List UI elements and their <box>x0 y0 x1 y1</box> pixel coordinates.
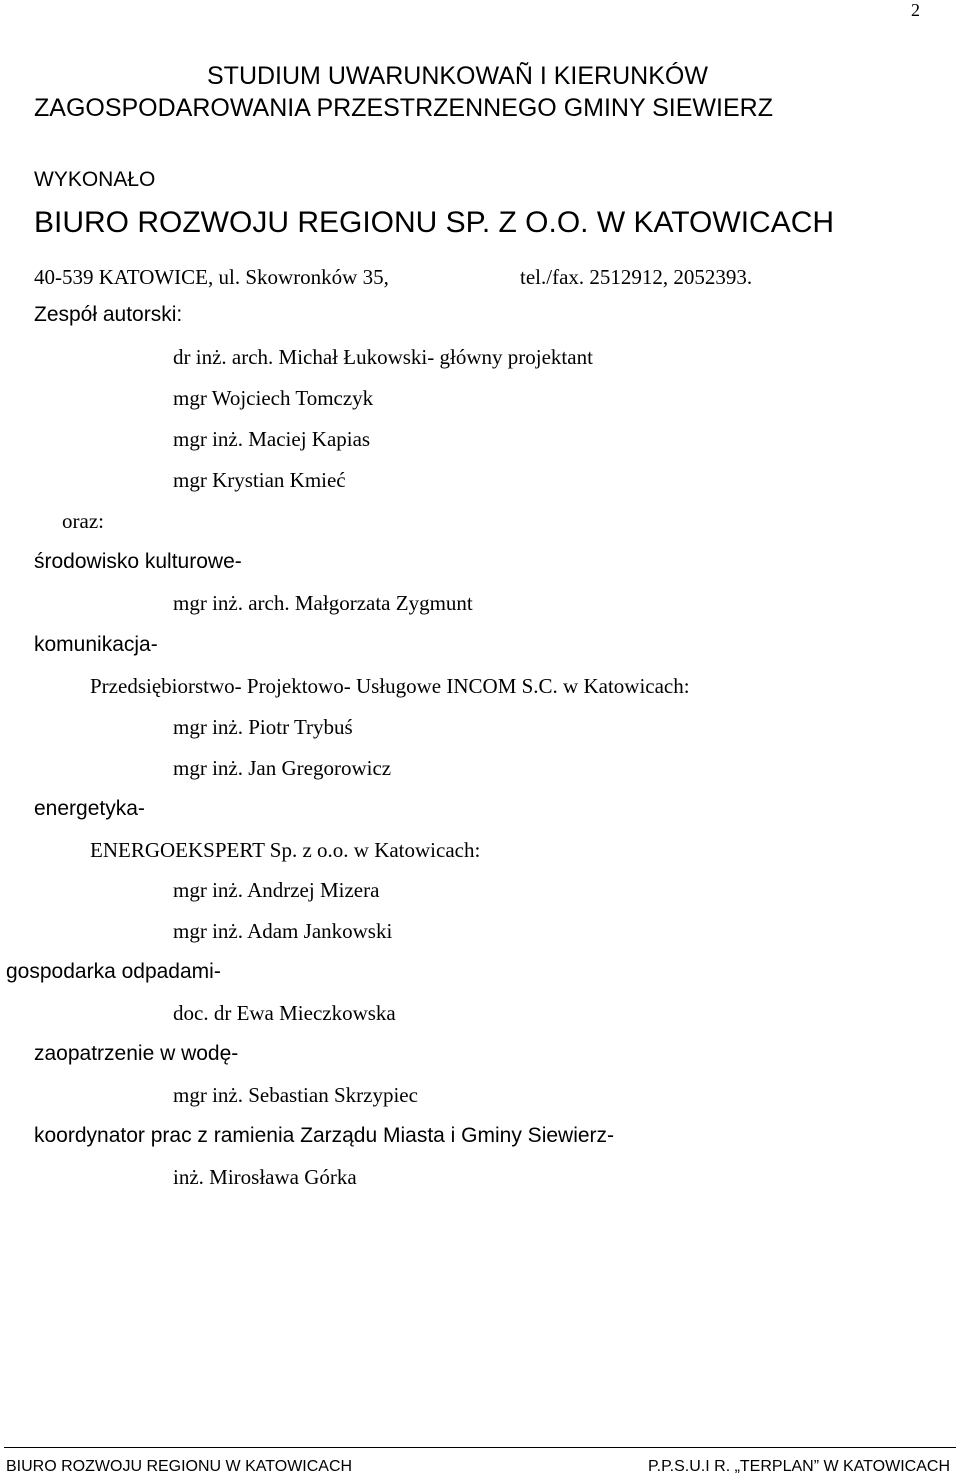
office-address: 40-539 KATOWICE, ul. Skowronków 35, <box>34 265 389 289</box>
water-heading: zaopatrzenie w wodę- <box>34 1042 239 1065</box>
energy-person: mgr inż. Adam Jankowski <box>173 919 393 943</box>
transport-company: Przedsiębiorstwo- Projektowo- Usługowe INCOM S.C. w Katowicach: <box>90 674 690 698</box>
waste-heading: gospodarka odpadami- <box>6 960 221 983</box>
document-title-line1: STUDIUM UWARUNKOWAÑ I KIERUNKÓW <box>207 62 708 90</box>
cultural-heading: środowisko kulturowe- <box>34 550 242 573</box>
made-by-label: WYKONAŁO <box>34 168 156 191</box>
document-title-line2: ZAGOSPODAROWANIA PRZESTRZENNEGO GMINY SIEWIERZ <box>34 94 773 122</box>
page-number: 2 <box>911 0 920 20</box>
coordinator-heading: koordynator prac z ramienia Zarządu Miasta i Gminy Siewierz- <box>34 1124 615 1147</box>
energy-heading: energetyka- <box>34 797 145 820</box>
footer-left: BIURO ROZWOJU REGIONU W KATOWICACH <box>6 1458 353 1475</box>
waste-person: doc. dr Ewa Mieczkowska <box>173 1001 396 1025</box>
transport-heading: komunikacja- <box>34 633 158 656</box>
energy-company: ENERGOEKSPERT Sp. z o.o. w Katowicach: <box>90 838 481 862</box>
team-heading: Zespół autorski: <box>34 303 183 326</box>
coordinator-person: inż. Mirosława Górka <box>173 1165 357 1189</box>
office-phone: tel./fax. 2512912, 2052393. <box>520 265 753 289</box>
office-name: BIURO ROZWOJU REGIONU SP. Z O.O. W KATOWICACH <box>34 206 835 239</box>
team-member: dr inż. arch. Michał Łukowski- główny projektant <box>173 345 593 369</box>
team-member: mgr Krystian Kmieć <box>173 468 346 492</box>
footer-right: P.P.S.U.I R. „TERPLAN” W KATOWICACH <box>648 1458 950 1475</box>
also-label: oraz: <box>62 509 104 533</box>
water-person: mgr inż. Sebastian Skrzypiec <box>173 1083 418 1107</box>
energy-person: mgr inż. Andrzej Mizera <box>173 878 380 902</box>
transport-person: mgr inż. Piotr Trybuś <box>173 715 353 739</box>
cultural-person: mgr inż. arch. Małgorzata Zygmunt <box>173 591 473 615</box>
footer-divider <box>4 1447 956 1448</box>
transport-person: mgr inż. Jan Gregorowicz <box>173 756 392 780</box>
team-member: mgr inż. Maciej Kapias <box>173 427 371 451</box>
team-member: mgr Wojciech Tomczyk <box>173 386 374 410</box>
